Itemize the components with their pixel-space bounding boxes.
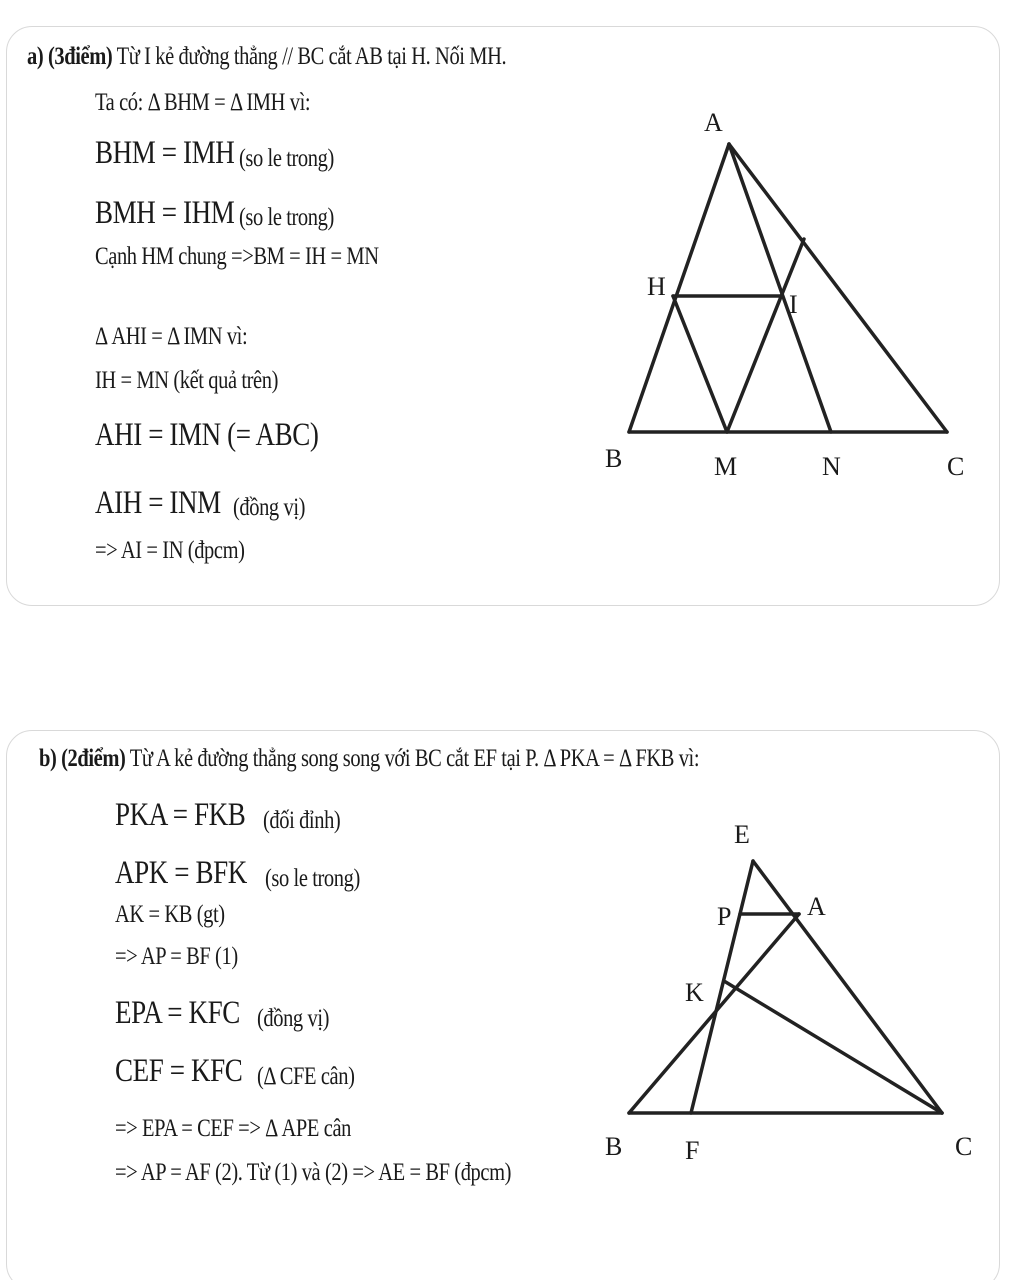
part-b-eq-4: CEF = KFC [115, 1053, 243, 1089]
part-b-heading [39, 745, 699, 773]
part-a-heading [27, 43, 506, 71]
part-b-line-1 [115, 797, 274, 834]
part-a-heading-bold: a) (3điểm) [27, 43, 113, 70]
part-a-note-3: (đồng vị) [233, 494, 306, 521]
label-M: M [714, 452, 738, 481]
part-b-eq-2: APK = BFK [115, 855, 247, 891]
part-a-line-8 [95, 485, 248, 522]
part-a-note-2: (so le trong) [239, 204, 334, 231]
part-a-line-1: Ta có: Δ BHM = Δ IMH vì: [95, 89, 311, 116]
part-b-note-4: (Δ CFE cân) [257, 1063, 355, 1090]
label-A-b: A [807, 892, 826, 921]
part-a-line-4: Cạnh HM chung =>BM = IH = MN [95, 243, 379, 270]
part-b-line-8: => AP = AF (2). Từ (1) và (2) => AE = BF (đpcm) [115, 1159, 512, 1186]
part-a-line-5: Δ AHI = Δ IMN vì: [95, 323, 248, 350]
part-b-eq-1: PKA = FKB [115, 797, 246, 833]
label-I: I [789, 290, 798, 319]
part-b-line-2 [115, 855, 276, 892]
part-b-line-6 [115, 1053, 270, 1090]
part-a-line-6: IH = MN (kết quả trên) [95, 367, 279, 394]
part-b-heading-text: Từ A kẻ đường thẳng song song với BC cắt EF tại P. Δ PKA = Δ FKB vì: [125, 745, 700, 772]
label-H: H [647, 272, 666, 301]
label-N: N [822, 452, 841, 481]
part-a-eq-2: BMH = IHM [95, 195, 235, 231]
part-b-note-3: (đồng vị) [257, 1005, 330, 1032]
label-F: F [685, 1136, 700, 1165]
part-b-line-7: => EPA = CEF => Δ APE cân [115, 1115, 351, 1142]
label-B: B [605, 444, 623, 473]
label-K: K [685, 978, 704, 1007]
part-b-line-5 [115, 995, 267, 1032]
part-b-line-3: AK = KB (gt) [115, 901, 225, 928]
label-E: E [734, 820, 750, 849]
part-b-heading-bold: b) (2điểm) [39, 745, 126, 772]
part-b-note-1: (đối đỉnh) [263, 807, 341, 834]
part-b-note-2: (so le trong) [265, 865, 360, 892]
triangle-figure-b [587, 811, 987, 1211]
label-P: P [717, 902, 732, 931]
part-a-line-7: AHI = IMN (= ABC) [95, 417, 319, 453]
proof-card-a [6, 26, 1000, 606]
triangle-figure-a [567, 87, 987, 547]
label-C: C [947, 452, 965, 481]
part-a-note-1: (so le trong) [239, 145, 334, 172]
part-a-heading-text: Từ I kẻ đường thẳng // BC cắt AB tại H. Nối MH. [112, 43, 507, 70]
label-C-b: C [955, 1132, 973, 1161]
part-b-line-4: => AP = BF (1) [115, 943, 238, 970]
part-a-line-9: => AI = IN (đpcm) [95, 537, 245, 564]
label-A: A [704, 108, 723, 137]
part-a-eq-1: BHM = IMH [95, 135, 235, 171]
part-a-eq-3: AIH = INM [95, 485, 221, 521]
label-B-b: B [605, 1132, 623, 1161]
part-b-eq-3: EPA = KFC [115, 995, 240, 1031]
proof-card-b [6, 730, 1000, 1280]
